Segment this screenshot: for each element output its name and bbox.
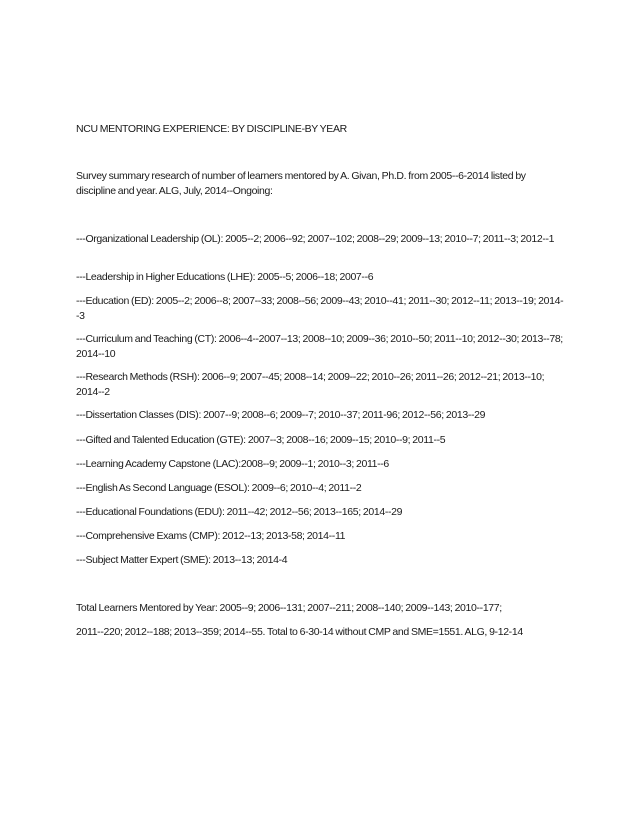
discipline-entry: ---Educational Foundations (EDU): 2011--42; 2012--56; 2013--165; 2014--29	[76, 506, 403, 518]
discipline-entry: ---Dissertation Classes (DIS): 2007--9; 2008--6; 2009--7; 2010--37; 2011-96; 2012--56; 2013--29	[76, 409, 486, 421]
discipline-entry: ---Comprehensive Exams (CMP): 2012--13; 2013-58; 2014--11	[76, 530, 346, 542]
discipline-entry: ---Education (ED): 2005--2; 2006--8; 2007--33; 2008--56; 2009--43; 2010--41; 2011--30; 2012--11; 2013--19; 2014--3	[76, 295, 564, 322]
discipline-entry: ---Gifted and Talented Education (GTE): 2007--3; 2008--16; 2009--15; 2010--9; 2011--5	[76, 434, 446, 446]
discipline-entry: ---Subject Matter Expert (SME): 2013--13; 2014-4	[76, 554, 288, 566]
discipline-entry: ---Leadership in Higher Educations (LHE): 2005--5; 2006--18; 2007--6	[76, 271, 374, 283]
total-summary-line-2: 2011--220; 2012--188; 2013--359; 2014--55. Total to 6-30-14 without CMP and SME=1551. ALG, 9-12-14	[76, 626, 523, 638]
discipline-entry: ---Curriculum and Teaching (CT): 2006--4--2007--13; 2008--10; 2009--36; 2010--50; 2011--10; 2012--30; 2013--78; 2014--10	[76, 333, 563, 360]
discipline-entry: ---English As Second Language (ESOL): 2009--6; 2010--4; 2011--2	[76, 482, 362, 494]
discipline-entry: ---Learning Academy Capstone (LAC):2008--9; 2009--1; 2010--3; 2011--6	[76, 458, 389, 470]
intro-paragraph: Survey summary research of number of learners mentored by A. Givan, Ph.D. from 2005--6-2014 listed by discipline and year. ALG, July, 2014--Ongoing:	[76, 170, 526, 197]
total-summary-line-1: Total Learners Mentored by Year: 2005--9; 2006--131; 2007--211; 2008--140; 2009--143; 2010--177;	[76, 602, 502, 614]
discipline-entry: ---Research Methods (RSH): 2006--9; 2007--45; 2008--14; 2009--22; 2010--26; 2011--26; 2012--21; 2013--10; 2014--2	[76, 371, 545, 398]
discipline-entry: ---Organizational Leadership (OL): 2005--2; 2006--92; 2007--102; 2008--29; 2009--13; 2010--7; 2011--3; 2012--1	[76, 233, 555, 245]
document-title: NCU MENTORING EXPERIENCE: BY DISCIPLINE-BY YEAR	[76, 123, 347, 135]
